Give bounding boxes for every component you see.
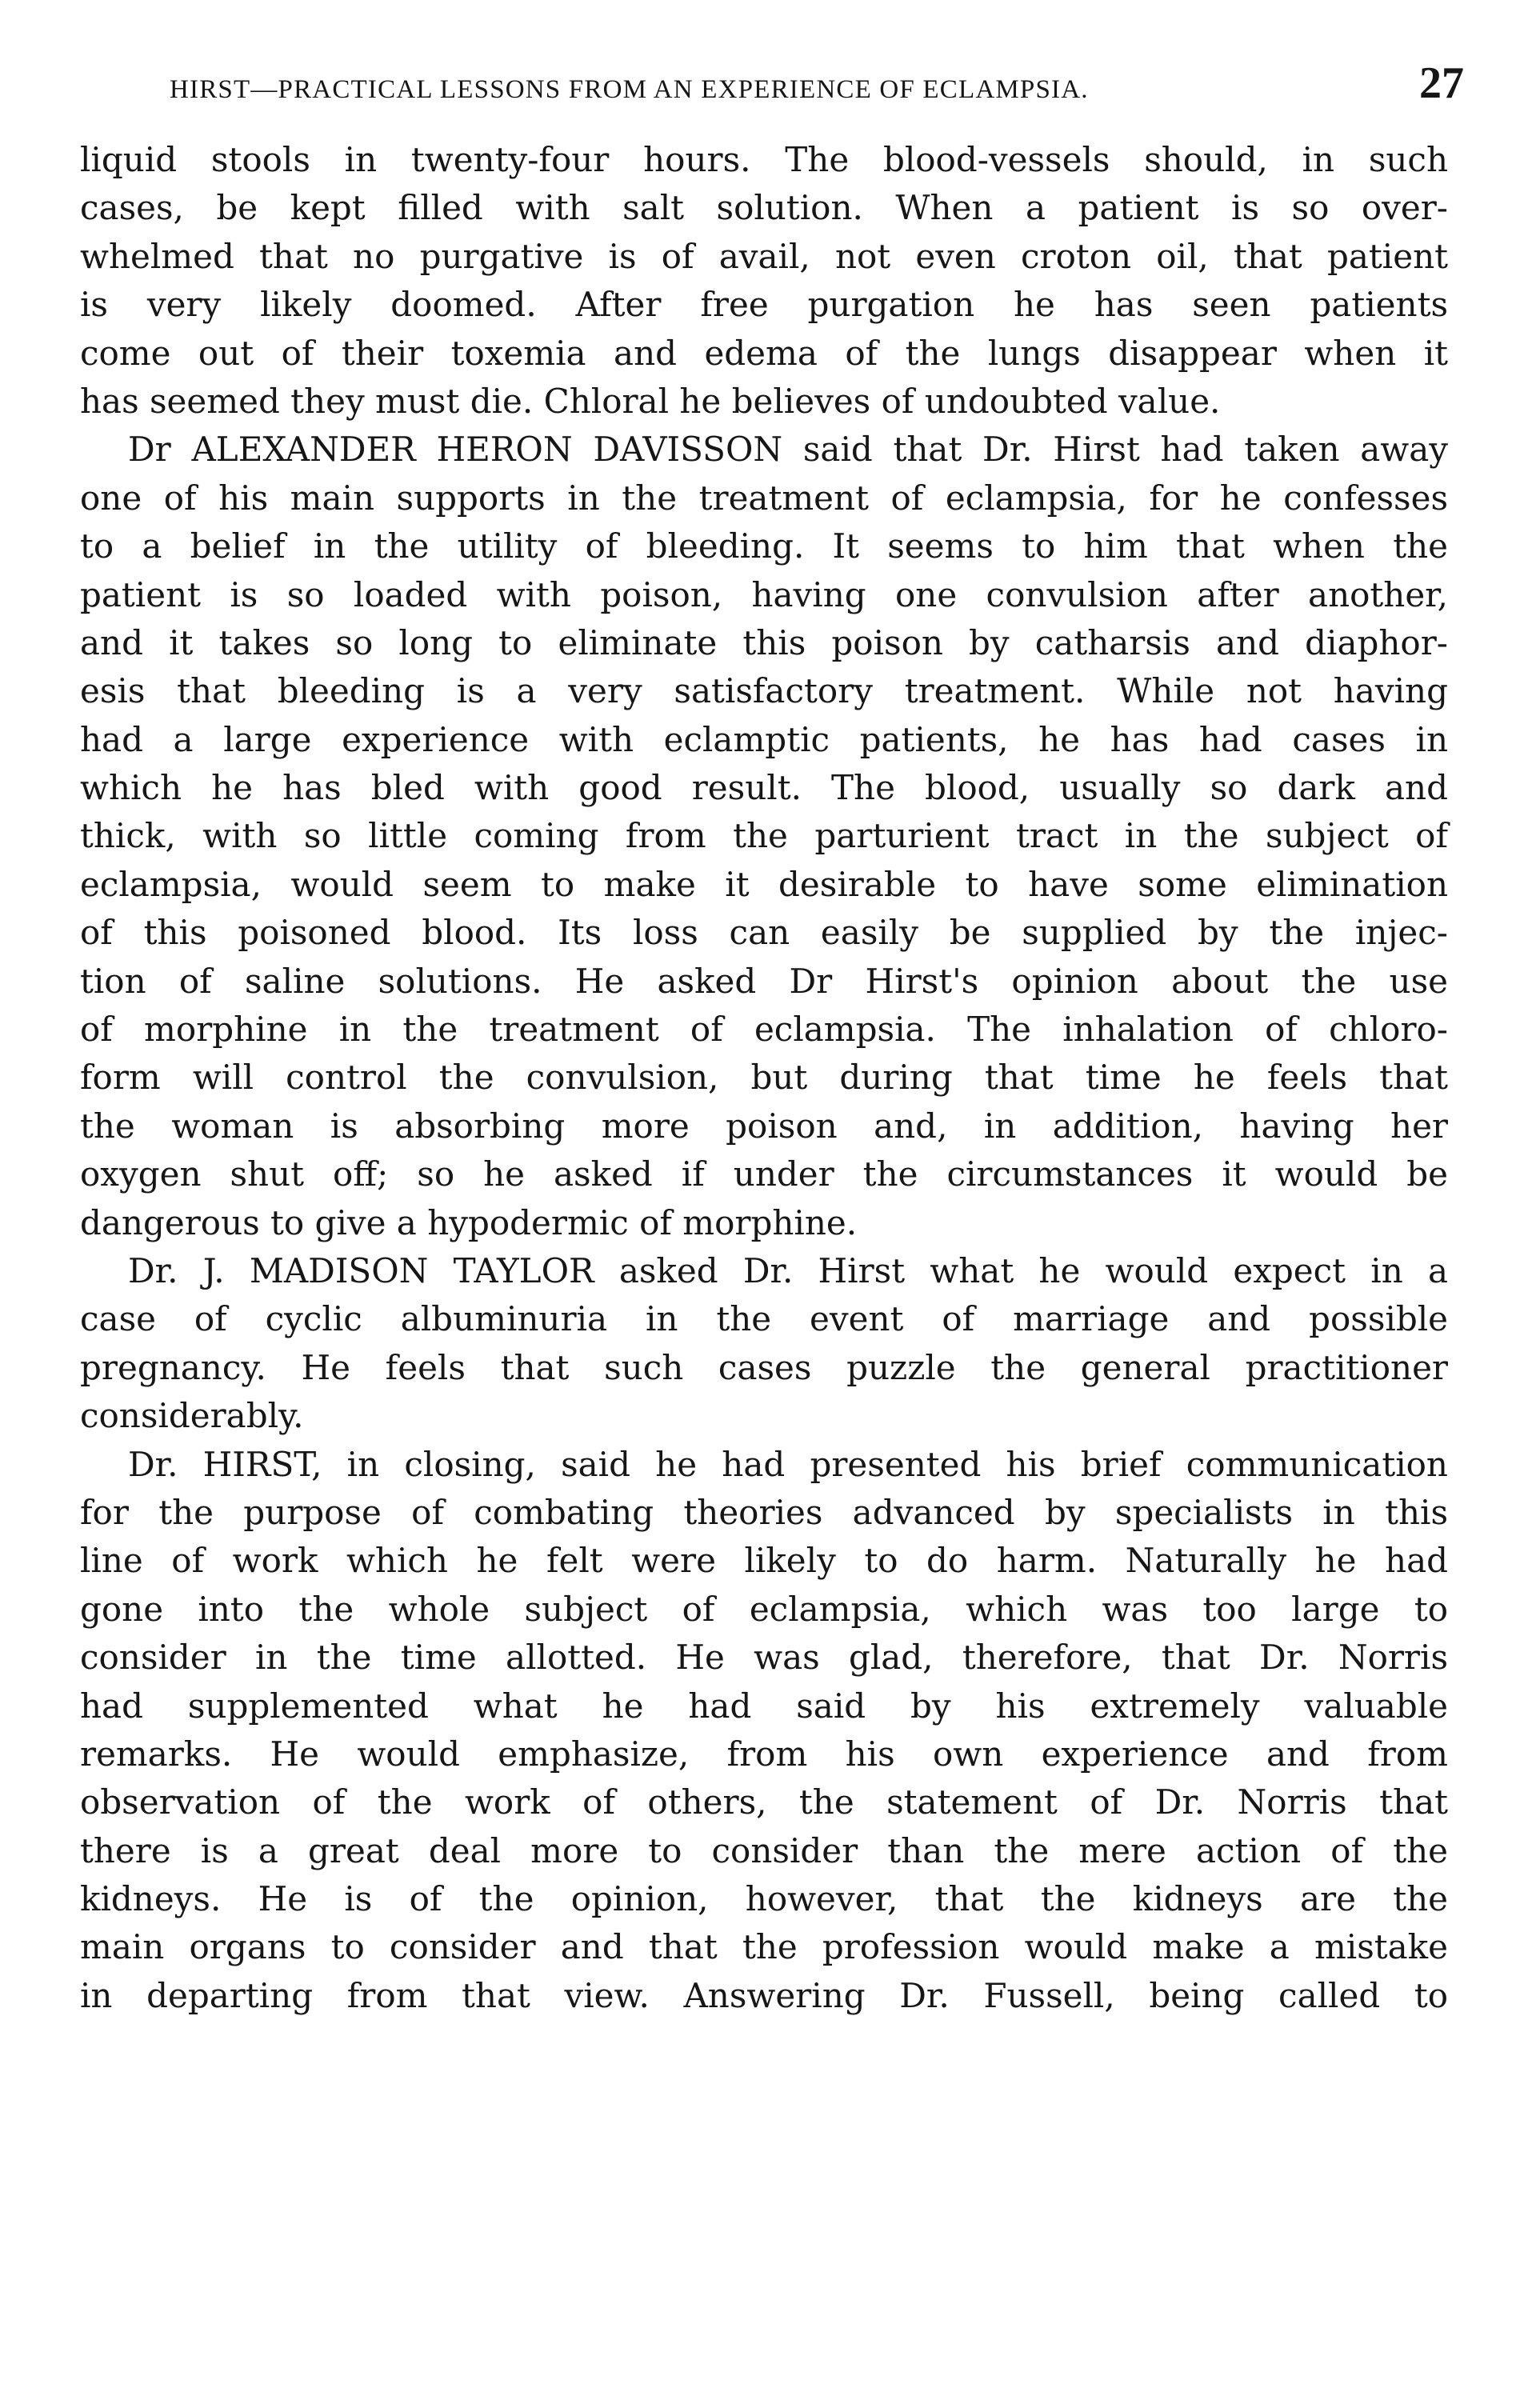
text-line: there is a great deal more to consider than the mere action of the: [80, 1830, 1448, 1870]
text-line: considerably.: [80, 1396, 304, 1436]
paragraph-start-davisson: Dr ALEXANDER HERON DAVISSON said that Dr. Hirst had taken away: [128, 430, 1448, 470]
text-line: kidneys. He is of the opinion, however, that the kidneys are the: [80, 1879, 1448, 1919]
paragraph-start-hirst: Dr. HIRST, in closing, said he had presented his brief communication: [128, 1444, 1448, 1484]
text-line: case of cyclic albuminuria in the event of marriage and possible: [80, 1299, 1448, 1339]
text-line: to a belief in the utility of bleeding. It seems to him that when the: [80, 526, 1448, 566]
text-line: in departing from that view. Answering Dr. Fussell, being called to: [80, 1975, 1448, 2015]
running-title: HIRST—PRACTICAL LESSONS FROM AN EXPERIENCE OF ECLAMPSIA.: [170, 75, 1089, 104]
text-line: and it takes so long to eliminate this poison by catharsis and diaphor-: [80, 622, 1448, 662]
text-line: line of work which he felt were likely to do harm. Naturally he had: [80, 1541, 1448, 1581]
text-line: for the purpose of combating theories advanced by specialists in this: [80, 1492, 1448, 1532]
text-line: remarks. He would emphasize, from his own experience and from: [80, 1734, 1448, 1774]
running-head: [152, 56, 1464, 120]
text-line: main organs to consider and that the profession would make a mistake: [80, 1927, 1448, 1967]
text-line: tion of saline solutions. He asked Dr Hirst's opinion about the use: [80, 961, 1448, 1001]
text-line: patient is so loaded with poison, having one convulsion after another,: [80, 574, 1448, 614]
body-text: [80, 136, 1448, 2020]
text-line: esis that bleeding is a very satisfactory treatment. While not having: [80, 671, 1448, 711]
text-line: observation of the work of others, the statement of Dr. Norris that: [80, 1782, 1448, 1822]
page-number: 27: [1419, 58, 1464, 108]
text-line: come out of their toxemia and edema of the lungs disappear when it: [80, 333, 1448, 373]
text-line: whelmed that no purgative is of avail, not even croton oil, that patient: [80, 236, 1448, 276]
text-line: has seemed they must die. Chloral he believes of undoubted value.: [80, 381, 1221, 421]
text-line: thick, with so little coming from the parturient tract in the subject of: [80, 816, 1448, 856]
text-line: pregnancy. He feels that such cases puzzle the general practitioner: [80, 1347, 1448, 1387]
text-line: cases, be kept filled with salt solution. When a patient is so over-: [80, 188, 1448, 228]
text-line: form will control the convulsion, but during that time he feels that: [80, 1058, 1448, 1098]
paragraph-start-taylor: Dr. J. MADISON TAYLOR asked Dr. Hirst what he would expect in a: [128, 1250, 1448, 1290]
text-line: which he has bled with good result. The blood, usually so dark and: [80, 768, 1448, 808]
text-line: dangerous to give a hypodermic of morphine.: [80, 1202, 858, 1242]
text-line: is very likely doomed. After free purgation he has seen patients: [80, 285, 1448, 325]
text-line: of morphine in the treatment of eclampsia. The inhalation of chloro-: [80, 1010, 1448, 1050]
text-line: gone into the whole subject of eclampsia, which was too large to: [80, 1589, 1448, 1629]
text-line: liquid stools in twenty-four hours. The blood-vessels should, in such: [80, 140, 1448, 179]
text-line: one of his main supports in the treatment of eclampsia, for he confesses: [80, 478, 1448, 518]
text-line: had a large experience with eclamptic patients, he has had cases in: [80, 719, 1448, 759]
text-line: eclampsia, would seem to make it desirable to have some elimination: [80, 864, 1448, 904]
text-line: of this poisoned blood. Its loss can easily be supplied by the injec-: [80, 913, 1448, 953]
text-line: had supplemented what he had said by his extremely valuable: [80, 1686, 1448, 1726]
text-line: the woman is absorbing more poison and, in addition, having her: [80, 1106, 1448, 1146]
text-line: oxygen shut off; so he asked if under the circumstances it would be: [80, 1154, 1448, 1194]
text-line: consider in the time allotted. He was glad, therefore, that Dr. Norris: [80, 1638, 1448, 1678]
